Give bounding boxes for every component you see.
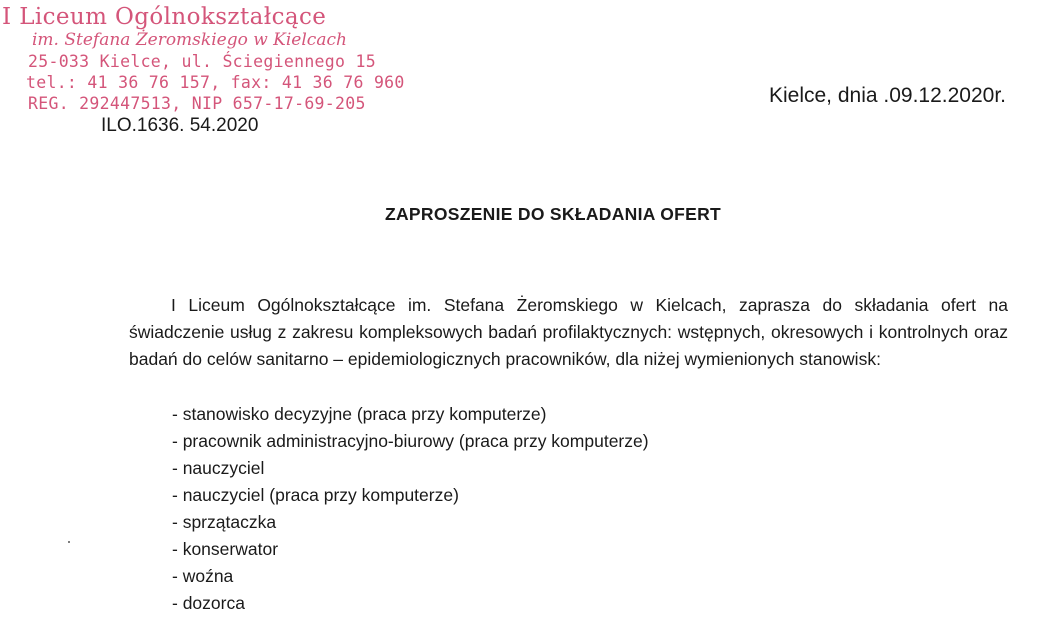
school-stamp bbox=[2, 4, 405, 114]
document-title: ZAPROSZENIE DO SKŁADANIA OFERT bbox=[385, 204, 721, 224]
reference-number: ILO.1636. 54.2020 bbox=[101, 115, 259, 136]
stamp-patron: im. Stefana Żeromskiego w Kielcach bbox=[32, 30, 347, 50]
stamp-registry: REG. 292447513, NIP 657-17-69-205 bbox=[28, 94, 366, 113]
list-item: - nauczyciel (praca przy komputerze) bbox=[172, 482, 649, 509]
positions-list bbox=[172, 401, 649, 617]
stamp-school-name: I Liceum Ogólnokształcące bbox=[2, 4, 327, 30]
list-item: - konserwator bbox=[172, 536, 649, 563]
scan-speck bbox=[68, 541, 70, 543]
place-and-date: Kielce, dnia .09.12.2020r. bbox=[768, 84, 1006, 107]
stamp-address: 25-033 Kielce, ul. Ściegiennego 15 bbox=[28, 52, 376, 71]
list-item: - dozorca bbox=[172, 590, 649, 617]
stamp-phone-fax: tel.: 41 36 76 157, fax: 41 36 76 960 bbox=[26, 73, 405, 92]
list-item: - pracownik administracyjno-biurowy (praca przy komputerze) bbox=[172, 428, 649, 455]
list-item: - woźna bbox=[172, 563, 649, 590]
list-item: - sprzątaczka bbox=[172, 509, 649, 536]
list-item: - stanowisko decyzyjne (praca przy komputerze) bbox=[172, 401, 649, 428]
list-item: - nauczyciel bbox=[172, 455, 649, 482]
intro-paragraph: I Liceum Ogólnokształcące im. Stefana Żeromskiego w Kielcach, zaprasza do składania ofert na świadczenie usług z zakresu kompleksowych badań profilaktycznych: wstępnych, okresowych i kontrolnych oraz badań do celów sanitarno – epidemiologicznych pracowników, dla niżej wymienionych stanowisk: bbox=[129, 295, 1008, 369]
